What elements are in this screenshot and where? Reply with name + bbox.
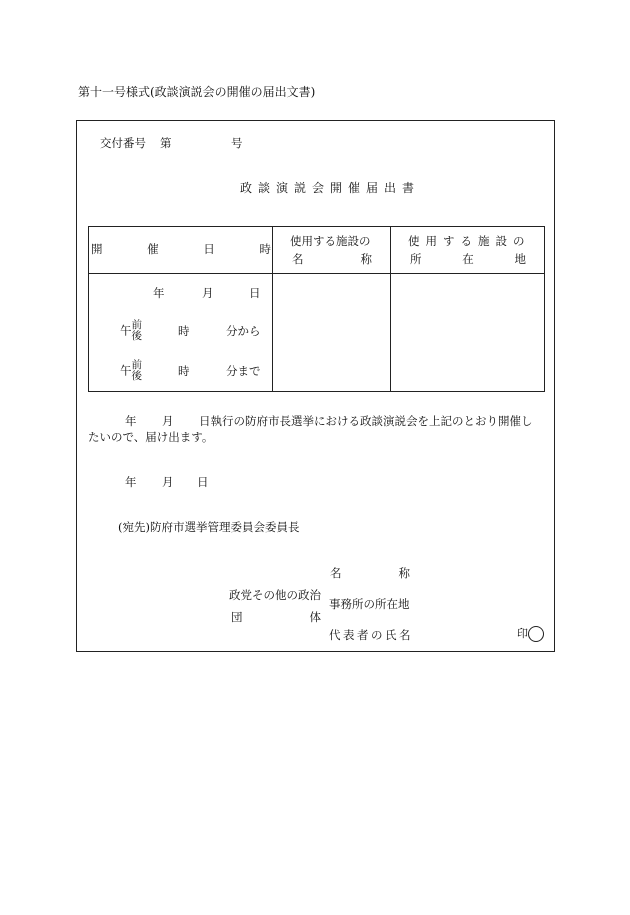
table-col-divider-2 <box>390 226 391 391</box>
applicant-org-char-2: 体 <box>309 610 321 624</box>
header-facility-location-char-3: 地 <box>514 252 526 266</box>
end-time-ampm-prefix: 午 <box>120 363 132 378</box>
header-facility-name-line1: 使用する施設の <box>290 234 371 248</box>
issue-number-label: 交付番号 <box>100 136 146 150</box>
header-datetime <box>91 244 271 256</box>
end-time-ampm-stack <box>132 360 143 382</box>
header-datetime-char-2: 催 <box>147 242 159 256</box>
start-time-ampm-prefix: 午 <box>120 323 132 338</box>
end-time-minute: 分まで <box>226 364 261 378</box>
header-facility-name-char-1: 名 <box>292 252 304 266</box>
end-time-am: 前 <box>131 359 142 371</box>
start-time-ampm-stack <box>132 320 143 342</box>
header-facility-name-line2 <box>292 254 372 266</box>
header-facility-location-char-2: 在 <box>462 252 474 266</box>
applicant-address-label: 事務所の所在地 <box>329 597 410 611</box>
document-title: 政談演説会開催届出書 <box>240 181 421 195</box>
table-bottom-border <box>88 391 545 392</box>
issue-number-suffix: 号 <box>231 136 243 150</box>
date-row-year: 年 <box>153 286 165 300</box>
applicant-name-label <box>330 568 410 580</box>
applicant-name-char-1: 名 <box>330 566 342 580</box>
form-title: 第十一号様式(政談演説会の開催の届出文書) <box>78 85 316 99</box>
body-month: 月 <box>162 414 174 428</box>
body-line1: 日執行の防府市長選挙における政談演説会を上記のとおり開催し <box>199 414 533 428</box>
body-line2: たいので、届け出ます。 <box>88 430 214 444</box>
header-facility-location-line1: 使用する施設の <box>408 234 531 248</box>
header-facility-location-char-1: 所 <box>410 252 422 266</box>
start-time-ampm <box>120 320 142 342</box>
body-year: 年 <box>125 414 137 428</box>
applicant-org-line1: 政党その他の政治 <box>229 588 321 602</box>
table-header-divider <box>88 273 545 274</box>
header-facility-name-char-2: 称 <box>360 252 372 266</box>
seal-circle-icon <box>528 626 544 642</box>
table-top-border <box>88 226 545 227</box>
start-time-pm: 後 <box>131 330 142 342</box>
end-time-hour: 時 <box>178 364 190 378</box>
applicant-org-char-1: 団 <box>231 610 243 624</box>
date-row-month: 月 <box>202 286 214 300</box>
form-frame <box>76 120 555 652</box>
issue-number-prefix: 第 <box>160 136 172 150</box>
addressee: (宛先)防府市選挙管理委員会委員長 <box>118 520 300 534</box>
submission-month: 月 <box>162 475 174 489</box>
header-datetime-char-3: 日 <box>203 242 215 256</box>
start-time-am: 前 <box>131 319 142 331</box>
applicant-name-char-2: 称 <box>398 566 410 580</box>
start-time-hour: 時 <box>178 324 190 338</box>
end-time-ampm <box>120 360 142 382</box>
end-time-pm: 後 <box>131 370 142 382</box>
applicant-rep-label: 代表者の氏名 <box>329 628 413 642</box>
start-time-minute: 分から <box>226 324 261 338</box>
submission-year: 年 <box>125 475 137 489</box>
table-right-border <box>544 226 545 391</box>
table-left-border <box>88 226 89 391</box>
applicant-org-line2 <box>231 612 321 624</box>
table-col-divider-1 <box>272 226 273 391</box>
seal-label: 印 <box>517 627 528 640</box>
header-datetime-char-4: 時 <box>259 242 271 256</box>
header-datetime-char-1: 開 <box>91 242 103 256</box>
submission-day: 日 <box>197 475 209 489</box>
header-facility-location-line2 <box>410 254 526 266</box>
date-row-day: 日 <box>249 286 261 300</box>
